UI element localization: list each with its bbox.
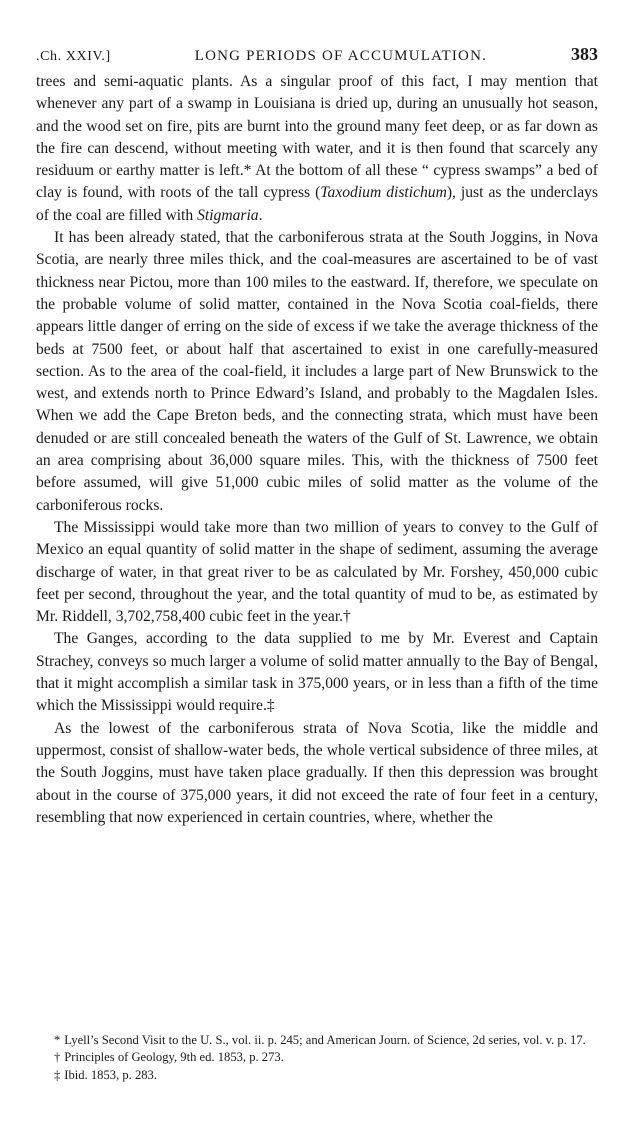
- italic-text-run: Stigmaria: [197, 206, 259, 224]
- text-run: .: [258, 206, 263, 224]
- footnote-mark: ‡: [54, 1067, 61, 1082]
- paragraph: [36, 227, 598, 517]
- footnotes: [36, 1032, 598, 1084]
- body-text: [36, 71, 598, 829]
- footnote-text: Lyell’s Second Visit to the U. S., vol. ii. p. 245; and American Journ. of Science, 2d series, vol. v. p. 17.: [64, 1033, 586, 1047]
- text-run: trees and semi-aquatic plants. As a singular proof of this fact, I may mention that whenever any part of a swamp in Louisiana is dried up, during an unusually hot season, and the wood set on fire, pits are burnt into the ground many feet deep, or as far down as the fire can descend, without meeting with water, and it is then found that scarcely any residuum or earthy matter is left.* At the bottom of all these “ cypress swamps” a bed of clay is found, with roots of the tall cypress (: [36, 73, 598, 202]
- page-number: 383: [571, 44, 598, 64]
- footnote: [36, 1032, 598, 1049]
- book-page: [36, 44, 598, 829]
- footnote: [36, 1049, 598, 1066]
- text-run: The Ganges, according to the data supplied to me by Mr. Everest and Captain Strachey, conveys so much larger a volume of solid matter annually to the Bay of Bengal, that it might accomplish a similar task in 375,000 years, or in less than a fifth of the time which the Mississippi would require.‡: [36, 630, 598, 715]
- paragraph: [36, 71, 598, 227]
- text-run: As the lowest of the carboniferous strata of Nova Scotia, like the middle and uppermost, consist of shallow-water beds, the whole vertical subsidence of three miles, at the South Joggins, must have taken place gradually. If then this depression was brought about in the course of 375,000 years, it did not exceed the rate of four feet in a century, resembling that now experienced in certain countries, where, whether the: [36, 719, 598, 826]
- text-run: The Mississippi would take more than two million of years to convey to the Gulf of Mexico an equal quantity of solid matter in the shape of sediment, assuming the average discharge of water, in that great river to be as calculated by Mr. Forshey, 450,000 cubic feet per second, throughout the year, and the total quantity of mud to be, as estimated by Mr. Riddell, 3,702,758,400 cubic feet in the year.†: [36, 518, 598, 626]
- footnote-mark: †: [54, 1050, 61, 1065]
- footnote: [36, 1067, 598, 1084]
- text-run: ), just as the underclays of the coal are filled with: [36, 184, 598, 224]
- paragraph: [36, 517, 598, 628]
- running-title: LONG PERIODS OF ACCUMULATION.: [194, 48, 488, 64]
- chapter-reference: .Ch. XXIV.]: [36, 49, 111, 64]
- paragraph: [36, 628, 598, 717]
- footnote-text: Principles of Geology, 9th ed. 1853, p. 273.: [64, 1050, 284, 1065]
- footnote-mark: *: [54, 1033, 61, 1047]
- italic-text-run: Taxodium distichum: [320, 184, 447, 202]
- running-header: [36, 44, 598, 65]
- footnote-text: Ibid. 1853, p. 283.: [64, 1067, 157, 1082]
- paragraph: [36, 718, 598, 829]
- text-run: It has been already stated, that the carboniferous strata at the South Joggins, in Nova Scotia, are nearly three miles thick, and the coal-measures are ascertained to be of vast thickness near Pictou, more than 100 miles to the eastward. If, therefore, we speculate on the probable volume of solid matter, contained in the Nova Scotia coal-fields, there appears little danger of erring on the side of excess if we take the average thickness of the beds at 7500 feet, or about half that ascertained to exist in one carefully-measured section. As to the area of the coal-field, it includes a large part of New Brunswick to the west, and extends north to Prince Edward’s Island, and probably to the Magdalen Isles. When we add the Cape Breton beds, and the connecting strata, which must have been denuded or are still concealed beneath the waters of the Gulf of St. Lawrence, we obtain an area comprising about 36,000 square miles. This, with the thickness of 7500 feet before assumed, will give 51,000 cubic miles of solid matter as the volume of the carboniferous rocks.: [36, 229, 598, 514]
